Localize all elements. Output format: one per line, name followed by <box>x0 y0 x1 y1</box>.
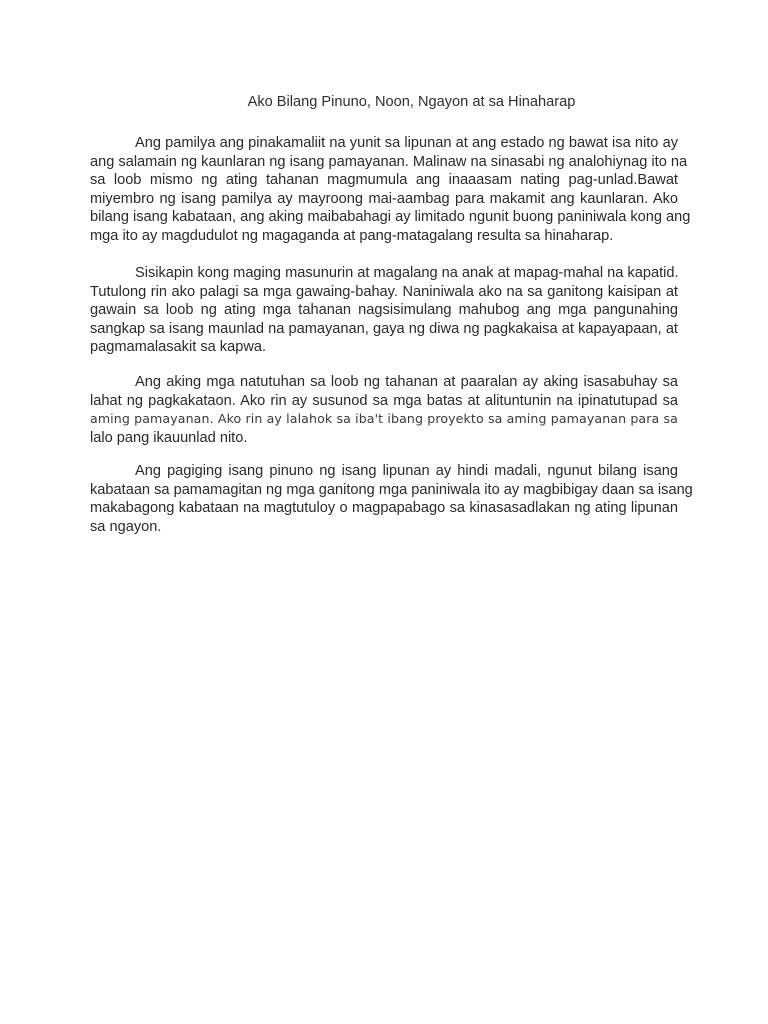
paragraph-line: aming pamayanan. Ako rin ay lalahok sa iba't ibang proyekto sa aming pamayanan para sa <box>90 411 678 427</box>
paragraph-line: kabataan sa pamamagitan ng mga ganitong mga paniniwala ito ay magbibigay daan sa isang <box>90 481 693 498</box>
paragraph-line: mga ito ay magdudulot ng magaganda at pang-matagalang resulta sa hinaharap. <box>90 227 614 244</box>
paragraph-line: miyembro ng isang pamilya ay mayroong mai-aambag para makamit ang kaunlaran. Ako <box>90 190 678 207</box>
paragraph-line: Ang pagiging isang pinuno ng isang lipunan ay hindi madali, ngunut bilang isang <box>135 463 678 479</box>
paragraph-line: makabagong kabataan na magtutuloy o magpapabago sa kinasasadlakan ng ating lipunan <box>90 500 678 517</box>
paragraph-3 <box>90 373 678 447</box>
paragraph-line: sa loob mismo ng ating tahanan magmumula ang inaaasam nating pag-unlad.Bawat <box>90 172 678 189</box>
paragraph-line: bilang isang kabataan, ang aking maibabahagi ay limitado ngunit buong paniniwala kong ang <box>90 209 691 226</box>
paragraph-line: lalo pang ikauunlad nito. <box>90 429 248 446</box>
paragraph-line: gawain sa loob ng ating mga tahanan nagsisimulang mahubog ang mga pangunahing <box>90 302 678 319</box>
paragraph-line: pagmamalasakit sa kapwa. <box>90 339 267 356</box>
paragraph-line: Tutulong rin ako palagi sa mga gawaing-bahay. Naniniwala ako na sa ganitong kaisipan at <box>90 283 678 300</box>
paragraph-2 <box>90 264 678 357</box>
paragraph-line: lahat ng pagkakataon. Ako rin ay susunod sa mga batas at alituntunin na ipinatutupad sa <box>90 392 678 409</box>
paragraph-line: Ang aking mga natutuhan sa loob ng tahanan at paaralan ay aking isasabuhay sa <box>135 374 678 390</box>
paragraph-1 <box>90 134 691 246</box>
paragraph-4 <box>90 462 693 536</box>
paragraph-line: Ang pamilya ang pinakamaliit na yunit sa lipunan at ang estado ng bawat isa nito ay <box>135 135 678 151</box>
document-title: Ako Bilang Pinuno, Noon, Ngayon at sa Hinaharap <box>247 94 576 110</box>
paragraph-line: ang salamain ng kaunlaran ng isang pamayanan. Malinaw na sinasabi ng analohiynag ito na <box>90 153 688 170</box>
paragraph-line: Sisikapin kong maging masunurin at magalang na anak at mapag-mahal na kapatid. <box>135 265 679 281</box>
paragraph-line: sangkap sa isang maunlad na pamayanan, gaya ng diwa ng pagkakaisa at kapayapaan, at <box>90 320 678 337</box>
paragraph-line: sa ngayon. <box>90 518 162 535</box>
